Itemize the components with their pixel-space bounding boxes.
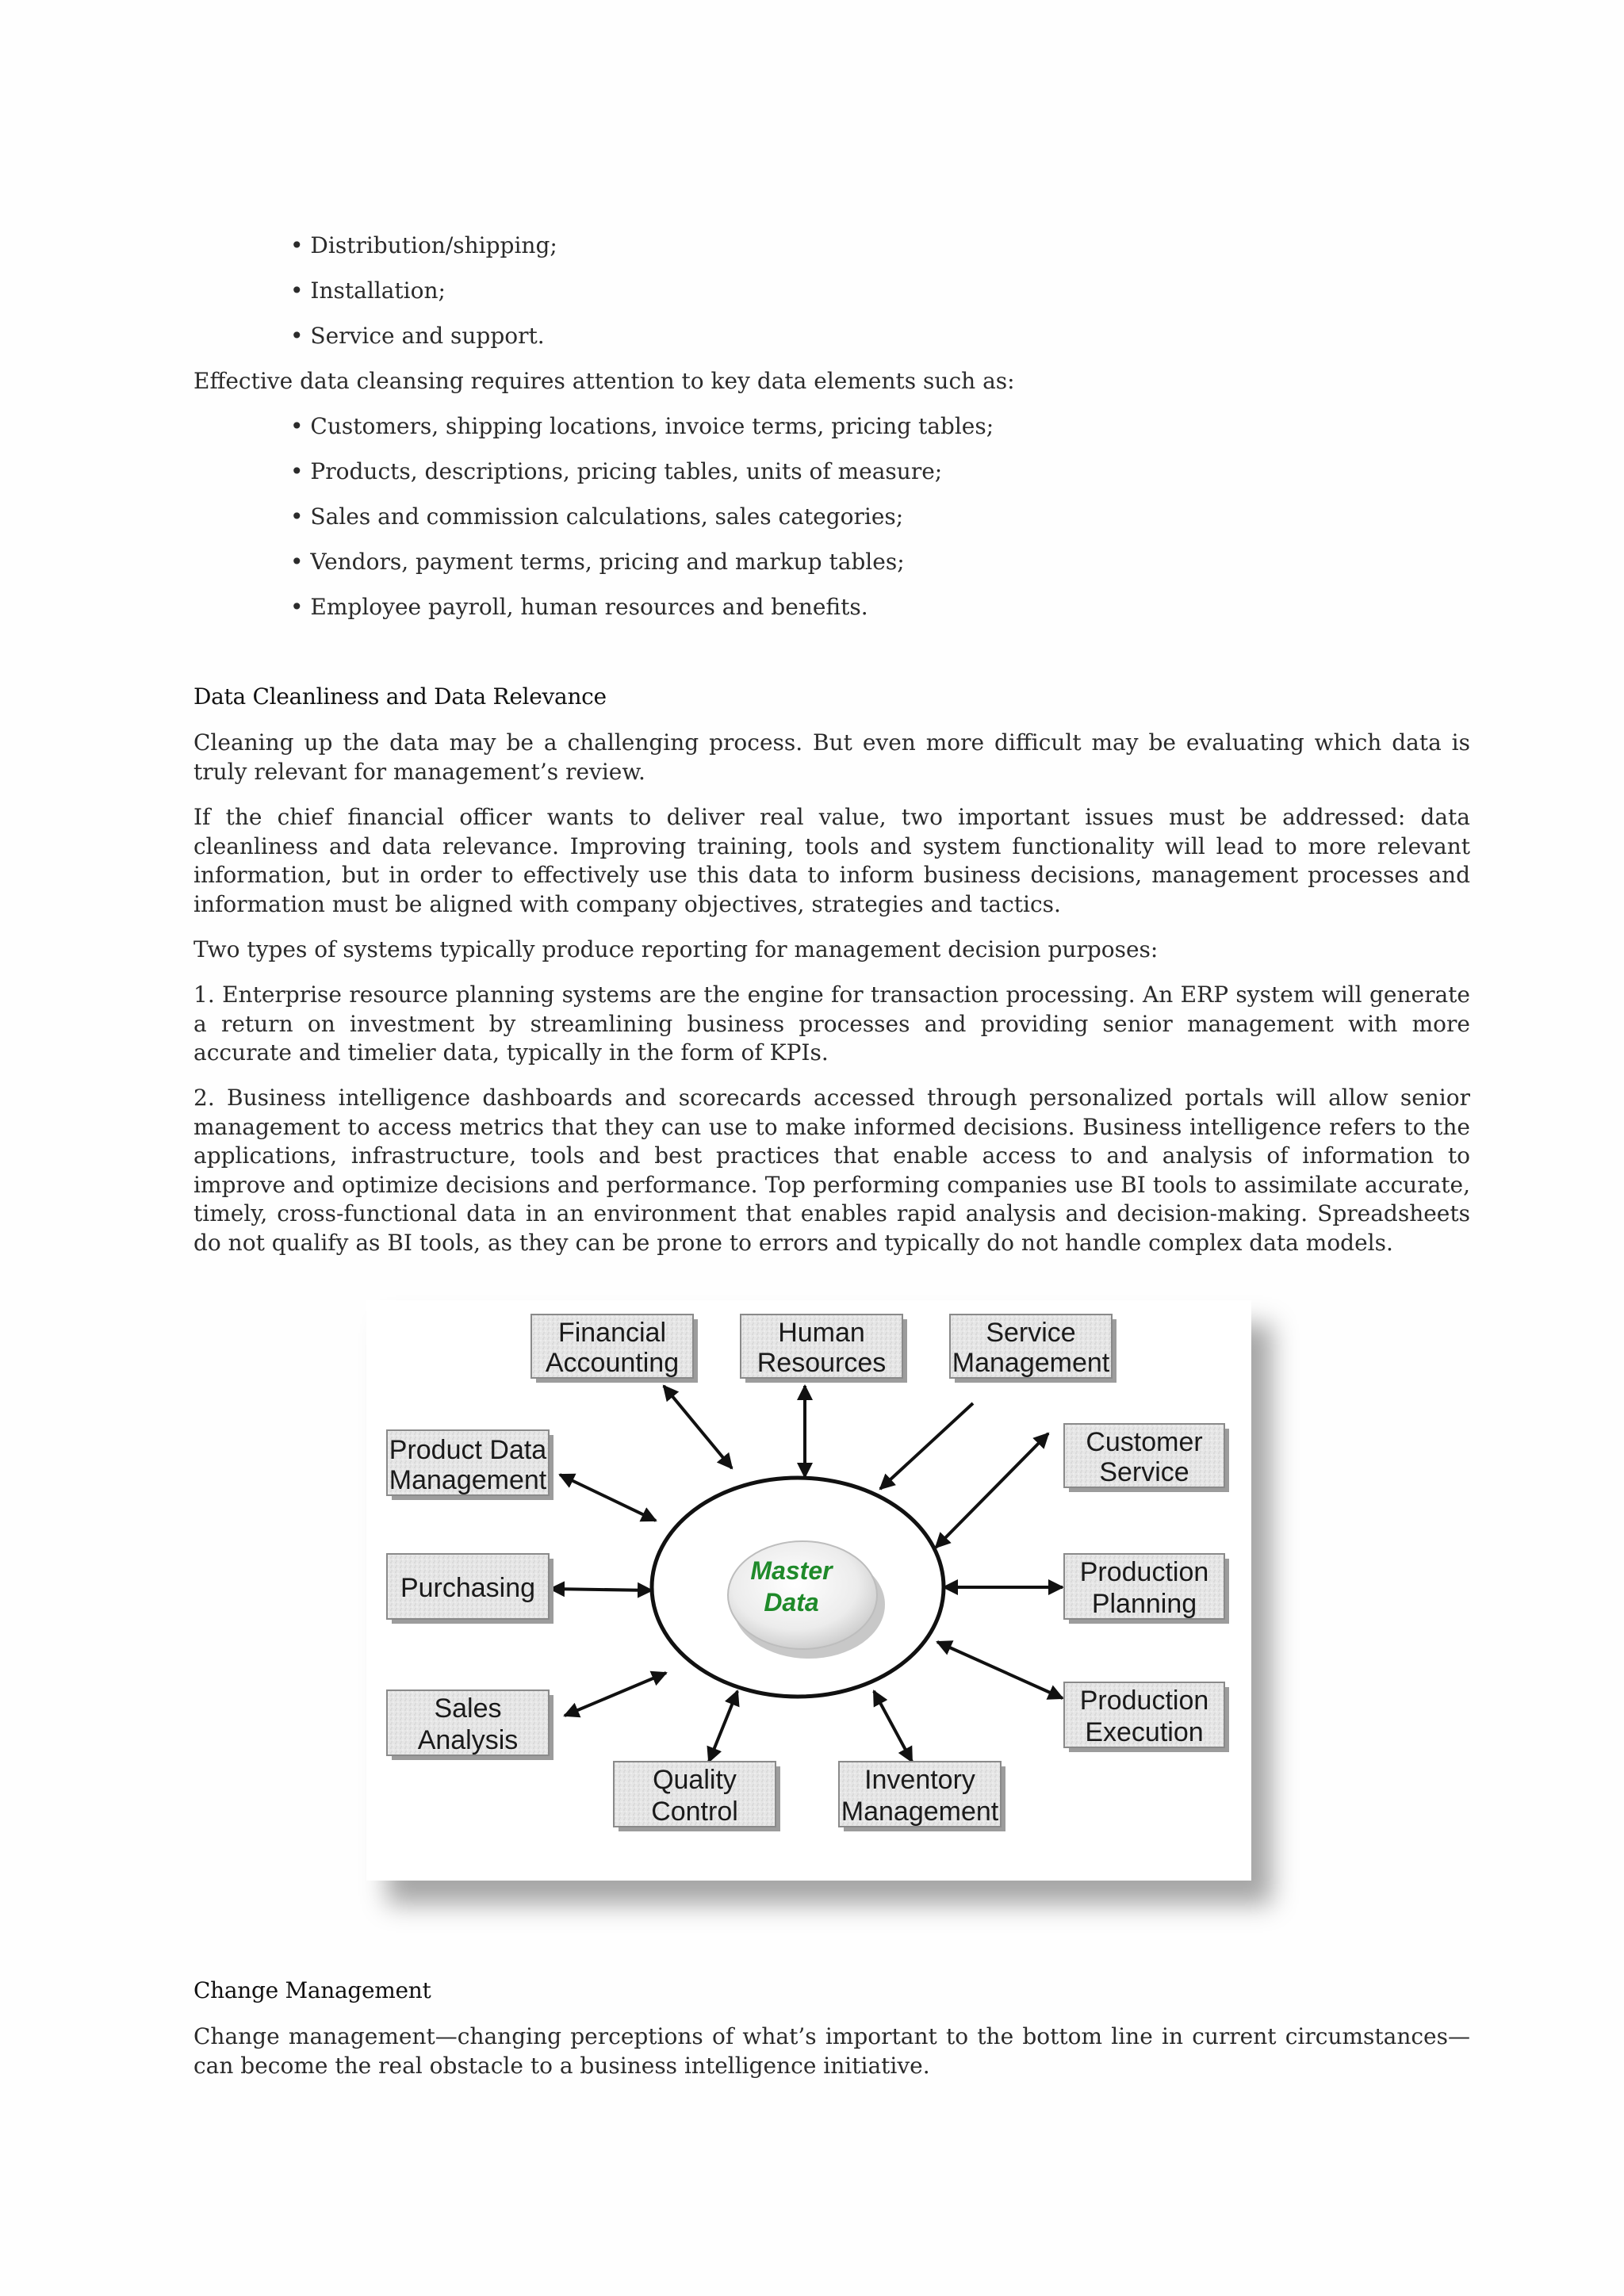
node-customer-service <box>1064 1424 1229 1492</box>
body-paragraph: Cleaning up the data may be a challenging process. But even more difficult may be evaluating which data is truly relevant for management’s review. <box>193 729 1470 785</box>
node-label: Quality <box>653 1765 737 1795</box>
node-label: Service <box>986 1318 1076 1348</box>
arrow <box>874 1691 912 1762</box>
node-label: Purchasing <box>400 1573 536 1603</box>
bullet-item: • Products, descriptions, pricing tables, units of measure; <box>290 458 943 484</box>
master-data-diagram <box>366 1300 1251 1934</box>
bullet-item: • Customers, shipping locations, invoice terms, pricing tables; <box>290 413 994 439</box>
arrow <box>936 1433 1048 1548</box>
node-label: Product Data <box>389 1435 547 1465</box>
node-label: Sales <box>434 1693 502 1724</box>
node-label: Control <box>651 1797 738 1827</box>
node-label: Production <box>1079 1557 1209 1587</box>
bullet-item: • Employee payroll, human resources and benefits. <box>290 594 868 620</box>
node-purchasing <box>387 1554 553 1624</box>
arrow <box>565 1673 666 1716</box>
bullet-item: • Vendors, payment terms, pricing and markup tables; <box>290 549 905 575</box>
node-inventory-management <box>839 1762 1005 1831</box>
master-data-label-1: Master <box>750 1556 833 1585</box>
master-data-label-2: Data <box>764 1588 819 1617</box>
node-label: Human <box>778 1318 865 1348</box>
node-label: Service <box>1099 1457 1189 1487</box>
arrow <box>880 1403 973 1489</box>
bullet-item: • Installation; <box>290 277 446 304</box>
node-label: Inventory <box>864 1765 975 1795</box>
node-sales-analysis <box>387 1690 553 1760</box>
node-label: Management <box>841 1797 999 1827</box>
node-label: Execution <box>1085 1717 1204 1747</box>
node-quality-control <box>614 1762 780 1831</box>
bullet-item: • Service and support. <box>290 323 545 349</box>
body-paragraph: Two types of systems typically produce reporting for management decision purposes: <box>193 936 1159 962</box>
intro-paragraph: Effective data cleansing requires attention to key data elements such as: <box>193 368 1015 394</box>
node-product-data-management <box>387 1430 553 1500</box>
node-label: Analysis <box>417 1725 519 1755</box>
node-production-execution <box>1064 1682 1229 1752</box>
node-human-resources <box>741 1314 907 1383</box>
diagram-svg <box>366 1300 1251 1881</box>
node-financial-accounting <box>531 1314 698 1383</box>
bullet-item: • Sales and commission calculations, sales categories; <box>290 503 904 530</box>
body-paragraph: If the chief financial officer wants to deliver real value, two important issues must be addressed: data cleanliness and data relevance. Improving training, tools and system functionality will lead to more relevant information, but in order to effectively use this data to inform business decisions, management processes and information must be aligned with company objectives, strategies and tactics. <box>193 804 1470 917</box>
arrow <box>550 1589 652 1590</box>
arrow <box>937 1642 1063 1698</box>
node-label: Resources <box>756 1348 887 1378</box>
node-label: Accounting <box>545 1348 680 1378</box>
arrow <box>664 1386 732 1468</box>
node-label: Management <box>389 1465 547 1495</box>
arrow <box>709 1691 737 1762</box>
node-service-management <box>950 1314 1116 1383</box>
node-label: Planning <box>1091 1589 1197 1619</box>
node-label: Customer <box>1086 1427 1203 1457</box>
section-heading: Change Management <box>193 1977 431 2003</box>
body-paragraph: Change management—changing perceptions of what’s important to the bottom line in current circumstances—can become the real obstacle to a business intelligence initiative. <box>193 2023 1470 2079</box>
body-paragraph: 1. Enterprise resource planning systems are the engine for transaction processing. An ERP system will generate a return on investment by streamlining business processes and providing senior management with more accurate and timelier data, typically in the form of KPIs. <box>193 982 1470 1066</box>
node-production-planning <box>1064 1554 1229 1624</box>
body-paragraph: 2. Business intelligence dashboards and scorecards accessed through personalized portals will allow senior management to access metrics that they can use to make informed decisions. Business intelligence refers to the applications, infrastructure, tools and best practices that enable access to and analysis of information to improve and optimize decisions and performance. Top performing companies use BI tools to assimilate accurate, timely, cross-functional data in an environment that enables rapid analysis and decision-making. Spreadsheets do not qualify as BI tools, as they can be prone to errors and typically do not handle complex data models. <box>193 1085 1470 1256</box>
node-label: Production <box>1079 1686 1209 1716</box>
node-label: Financial <box>557 1318 667 1348</box>
arrow <box>560 1475 656 1521</box>
section-heading: Data Cleanliness and Data Relevance <box>193 683 607 710</box>
node-label: Management <box>952 1348 1110 1378</box>
bullet-item: • Distribution/shipping; <box>290 232 557 258</box>
